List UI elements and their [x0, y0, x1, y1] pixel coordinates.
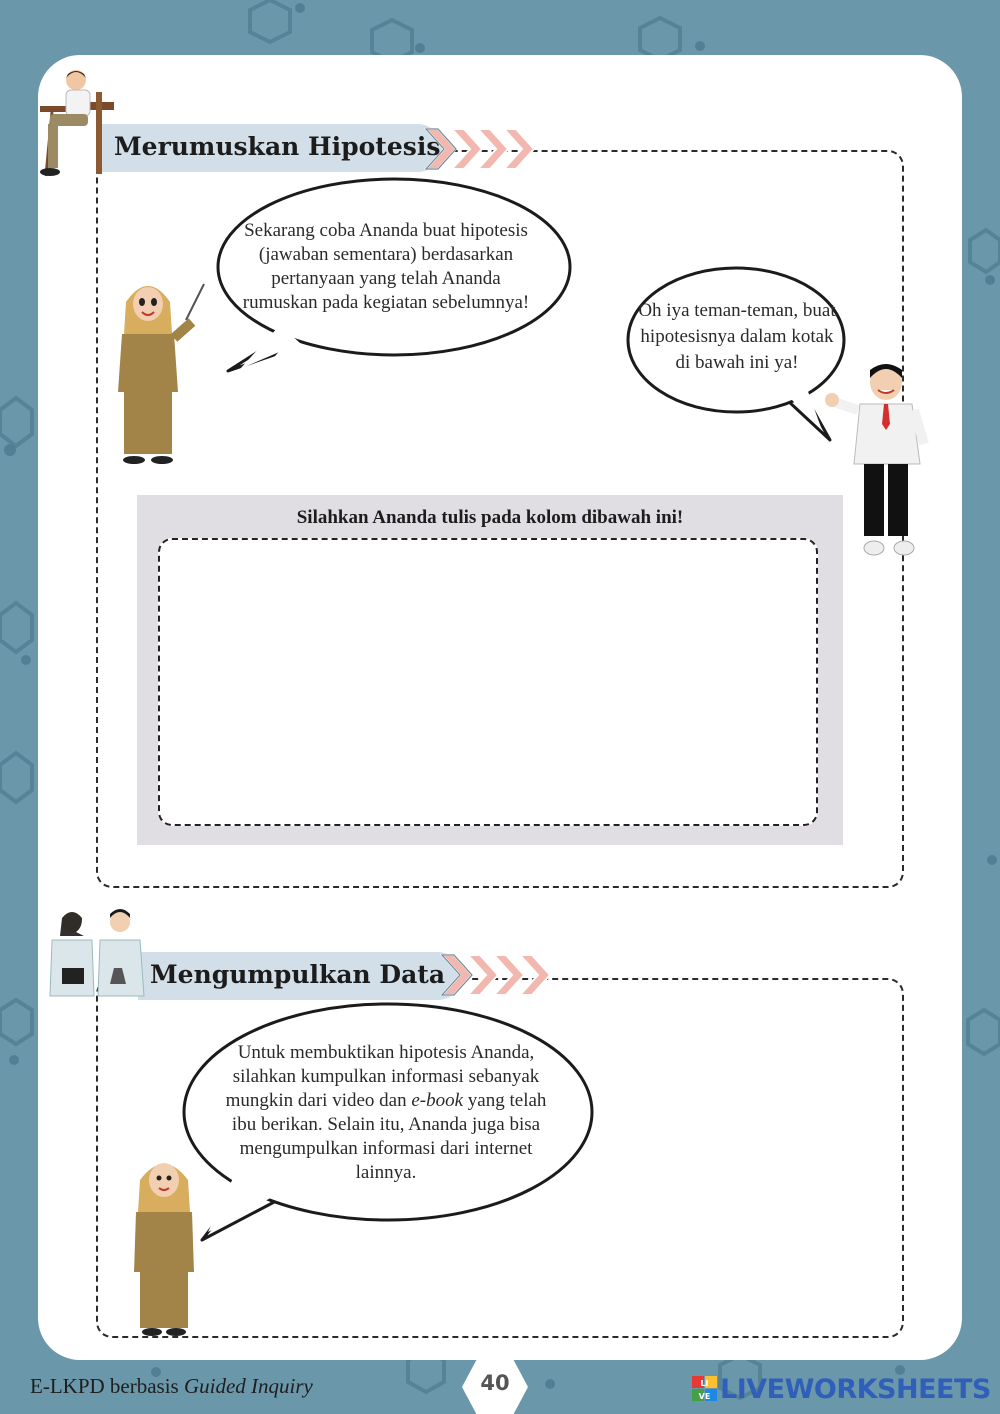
page-number: 40	[480, 1371, 510, 1395]
data-collection-title: Mengumpulkan Data	[150, 960, 446, 989]
badge-letters-top: LI	[700, 1379, 709, 1388]
ebook-term: e-book	[411, 1090, 464, 1111]
liveworksheets-badge-icon	[692, 1376, 718, 1402]
answer-panel	[137, 495, 843, 845]
hypothesis-title: Merumuskan Hipotesis	[114, 132, 441, 161]
badge-letters-bottom: VE	[698, 1392, 711, 1401]
chevron-arrows-icon	[424, 127, 542, 171]
hypothesis-answer-box	[158, 538, 818, 826]
footer-caption	[30, 1374, 313, 1399]
teacher-with-pointer-illustration	[108, 272, 208, 467]
data-collection-bubble-text	[218, 1041, 554, 1185]
student-writing-illustration	[38, 68, 120, 178]
chevron-arrows-icon	[440, 953, 558, 997]
teacher-bubble-text: Sekarang coba Ananda buat hipotesis (jawaban sementara) berdasarkan pertanyaan yang telah Ananda rumuskan pada kegiatan sebelumnya!	[242, 220, 530, 313]
student-bubble-text: Oh iya teman-teman, buat hipotesisnya dalam kotak di bawah ini ya!	[638, 300, 836, 373]
footer-prefix: E-LKPD berbasis	[30, 1374, 184, 1398]
answer-instruction: Silahkan Ananda tulis pada kolom dibawah ini!	[296, 507, 684, 528]
bubble-text-part: yang telah ibu berikan. Selain itu, Ananda juga bisa mengumpulkan informasi dari internet lainnya.	[231, 1090, 547, 1183]
bubble-text-part: Untuk membuktikan hipotesis Ananda, silahkan kumpulkan informasi sebanyak mungkin dari video dan	[225, 1042, 540, 1111]
footer-italic: Guided Inquiry	[183, 1374, 313, 1398]
hypothesis-answer-input[interactable]	[160, 540, 816, 824]
liveworksheets-logo[interactable]	[692, 1372, 991, 1406]
page-number-badge	[462, 1355, 528, 1414]
liveworksheets-wordmark: LIVEWORKSHEETS	[720, 1373, 991, 1405]
lab-students-illustration	[40, 906, 152, 998]
